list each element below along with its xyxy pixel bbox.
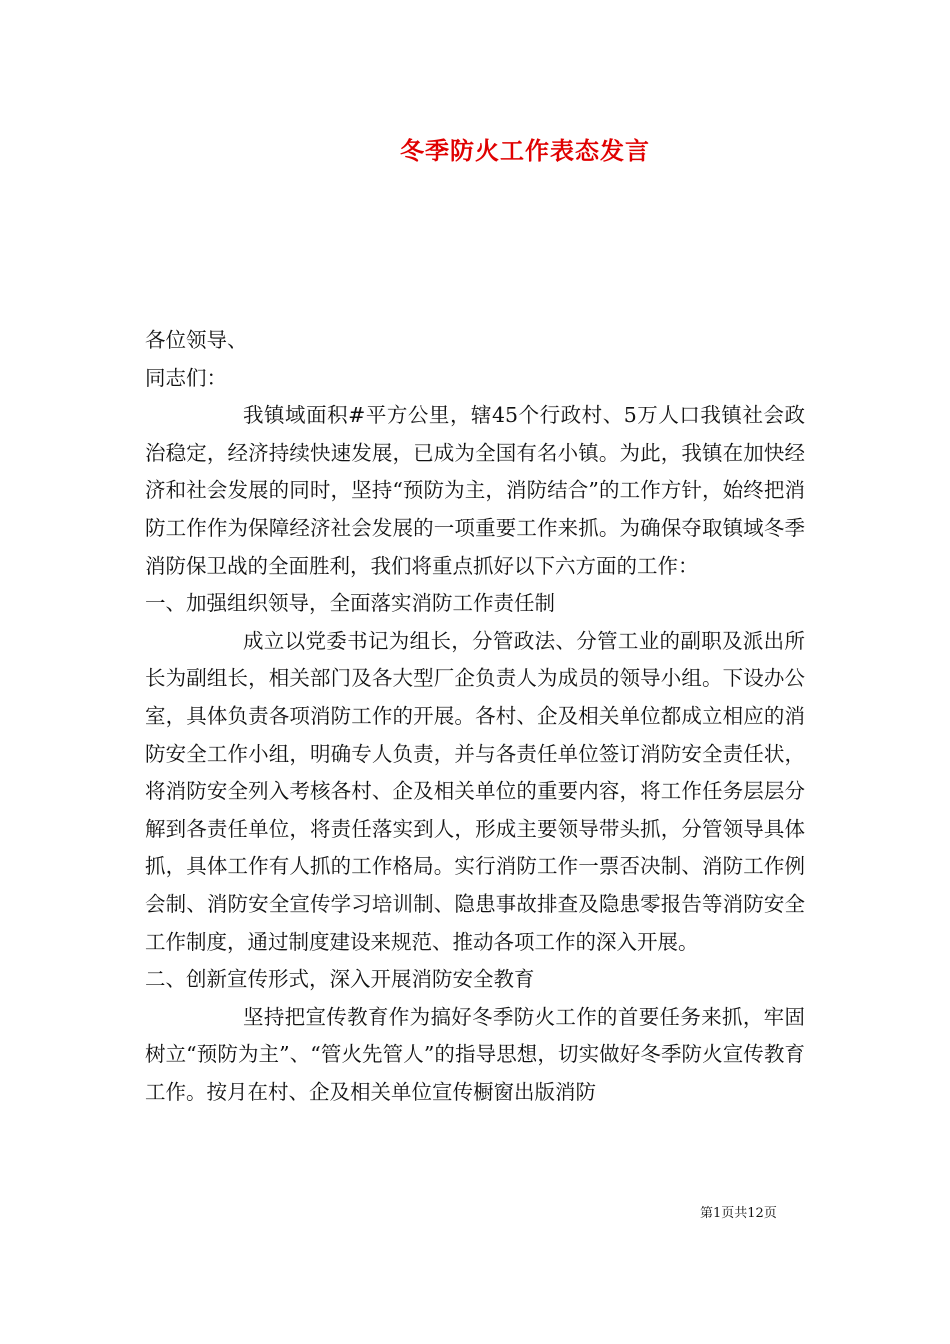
salutation-comrades: 同志们： <box>145 365 227 390</box>
intro-paragraph: 我镇域面积#平方公里，辖45个行政村、5万人口我镇社会政治稳定，经济持续快速发展，已成为全国有名小镇。为此，我镇在加快经济和社会发展的同时，坚持“预防为主，消防结合”的工作方针，始终把消防工作作为保障经济社会发展的一项重要工作来抓。为确保夺取镇域冬季消防保卫战的全面胜利，我们将重点抓好以下六方面的工作： <box>145 403 805 578</box>
page-number: 第1页共12页 <box>700 1206 777 1221</box>
section-heading-2: 二、创新宣传形式，深入开展消防安全教育 <box>145 967 535 992</box>
document-body <box>145 322 805 1111</box>
section-1-paragraph: 成立以党委书记为组长，分管政法、分管工业的副职及派出所长为副组长，相关部门及各大型厂企负责人为成员的领导小组。下设办公室，具体负责各项消防工作的开展。各村、企及相关单位都成立相应的消防安全工作小组，明确专人负责，并与各责任单位签订消防安全责任状，将消防安全列入考核各村、企及相关单位的重要内容，将工作任务层层分解到各责任单位，将责任落实到人，形成主要领导带头抓，分管领导具体抓，具体工作有人抓的工作格局。实行消防工作一票否决制、消防工作例会制、消防安全宣传学习培训制、隐患事故排查及隐患零报告等消防安全工作制度，通过制度建设来规范、推动各项工作的深入开展。 <box>145 628 805 954</box>
document-title: 冬季防火工作表态发言 <box>400 136 650 165</box>
salutation-leaders: 各位领导、 <box>145 328 248 352</box>
section-heading-1: 一、加强组织领导，全面落实消防工作责任制 <box>145 591 555 616</box>
section-2-paragraph: 坚持把宣传教育作为搞好冬季防火工作的首要任务来抓，牢固树立“预防为主”、“管火先管人”的指导思想，切实做好冬季防火宣传教育工作。按月在村、企及相关单位宣传橱窗出版消防 <box>145 1004 805 1104</box>
